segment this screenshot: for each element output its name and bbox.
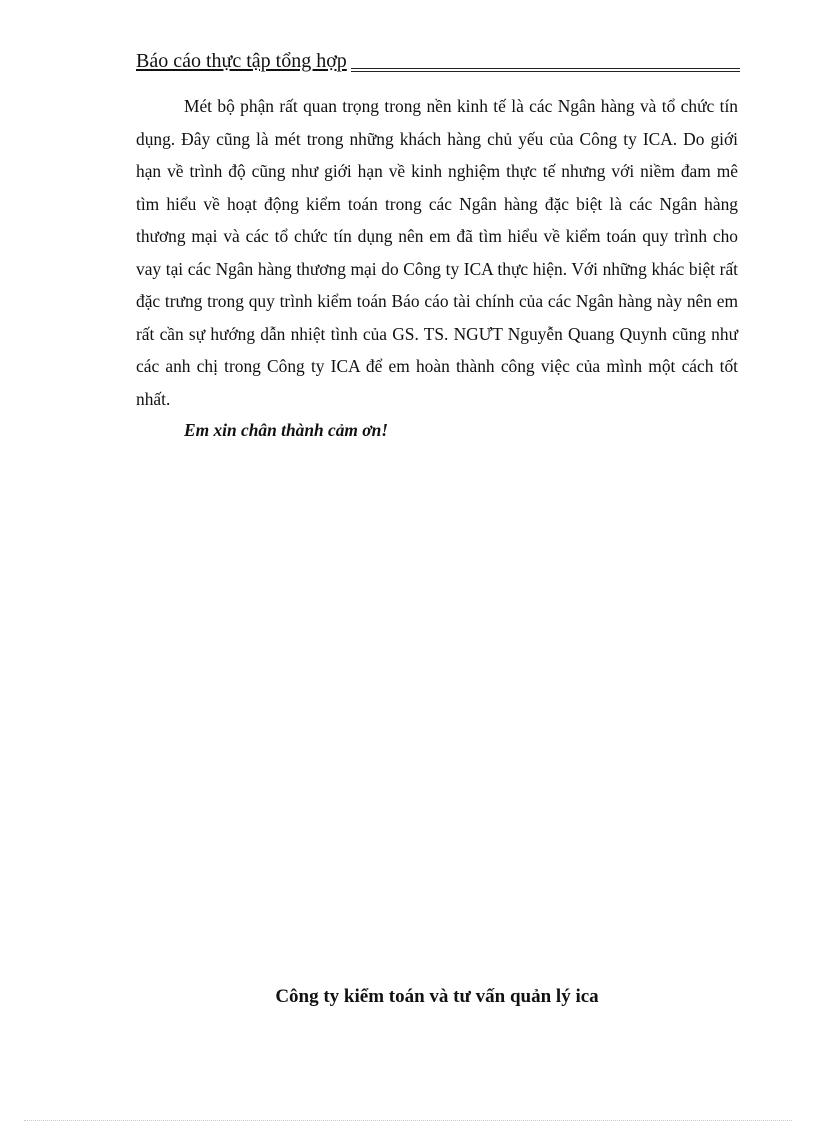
footer-company-name: Công ty kiểm toán và tư vấn quản lý ica	[275, 986, 599, 1007]
closing-line: Em xin chân thành cảm ơn!	[184, 420, 389, 440]
page-bottom-dotted-line	[24, 1120, 792, 1121]
page-header	[136, 48, 740, 74]
body-paragraph: Mét bộ phận rất quan trọng trong nền kinh tế là các Ngân hàng và tổ chức tín dụng. Đây cũng là mét trong những khách hàng chủ yếu của Công ty ICA. Do giới hạn về trình độ cũng như giới hạn về kinh nghiệm thực tế nhưng với niềm đam mê tìm hiểu về hoạt động kiểm toán trong các Ngân hàng đặc biệt là các Ngân hàng thương mại và các tổ chức tín dụng nên em đã tìm hiểu về kiểm toán quy trình cho vay tại các Ngân hàng thương mại do Công ty ICA thực hiện. Với những khác biệt rất đặc trưng trong quy trình kiểm toán Báo cáo tài chính của các Ngân hàng này nên em rất cần sự hướng dẫn nhiệt tình của GS. TS. NGƯT Nguyễn Quang Quynh cũng như các anh chị trong Công ty ICA để em hoàn thành công việc của mình một cách tốt nhất.	[136, 96, 738, 409]
header-title: Báo cáo thực tập tổng hợp	[136, 48, 351, 74]
